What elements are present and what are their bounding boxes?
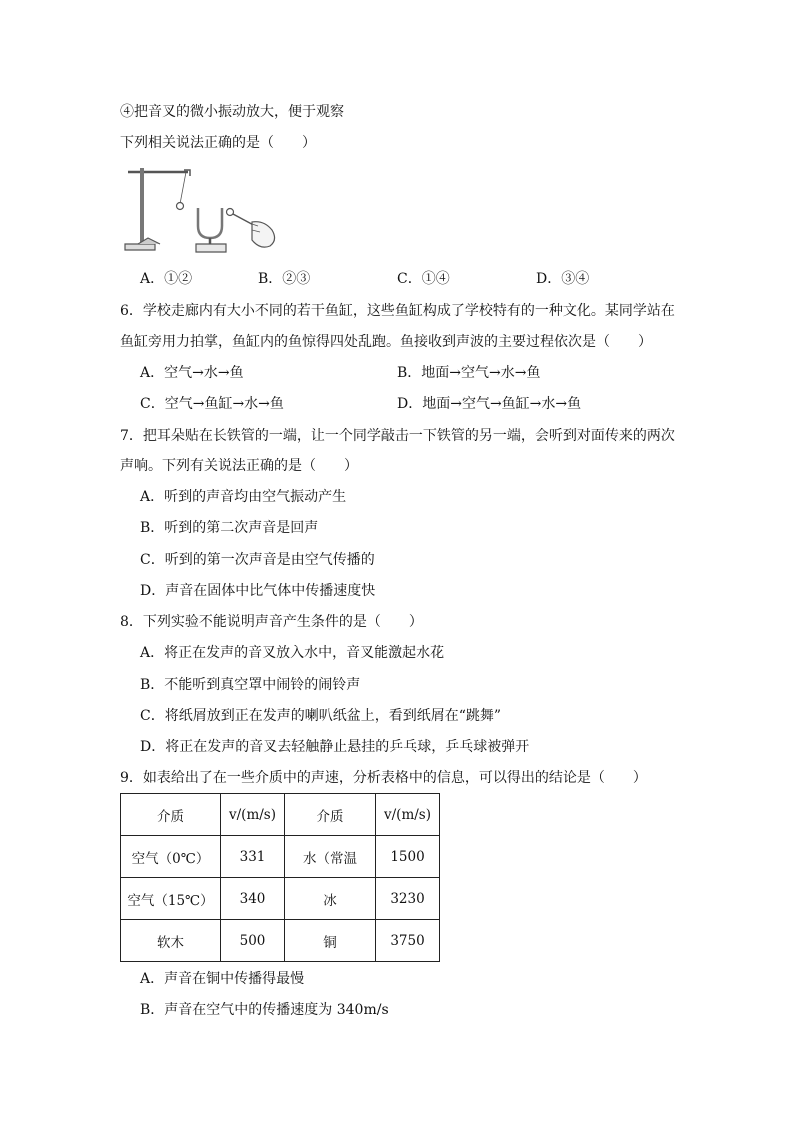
q5-option-b[interactable]: B．②③ (258, 271, 311, 287)
table-cell: 冰 (285, 878, 376, 920)
table-cell: 空气（0℃） (121, 836, 221, 878)
table-cell: 3750 (376, 920, 440, 962)
table-cell: 铜 (285, 920, 376, 962)
table-cell: 软木 (121, 920, 221, 962)
q8-option-b[interactable]: B．不能听到真空罩中闹铃的闹铃声 (140, 677, 361, 693)
q6-option-b[interactable]: B．地面→空气→水→鱼 (397, 365, 541, 381)
q7-option-c[interactable]: C．听到的第一次声音是由空气传播的 (140, 552, 375, 568)
q8-stem: 8．下列实验不能说明声音产生条件的是（ ） (120, 614, 423, 630)
table-header-cell: v/(m/s) (376, 794, 440, 836)
intro-item: ④把音叉的微小振动放大，便于观察 (120, 104, 344, 120)
q6-option-c[interactable]: C．空气→鱼缸→水→鱼 (140, 396, 284, 412)
table-cell: 空气（15℃） (121, 878, 221, 920)
q8-option-a[interactable]: A．将正在发声的音叉放入水中，音叉能激起水花 (140, 645, 445, 661)
table-header-row (121, 794, 440, 836)
table-row (121, 920, 440, 962)
q7-stem-line1: 7．把耳朵贴在长铁管的一端，让一个同学敲击一下铁管的另一端，会听到对面传来的两次 (120, 428, 675, 444)
table-cell: 1500 (376, 836, 440, 878)
table-header-cell: 介质 (285, 794, 376, 836)
q9-stem: 9．如表给出了在一些介质中的声速，分析表格中的信息，可以得出的结论是（ ） (120, 770, 647, 786)
q6-option-a[interactable]: A．空气→水→鱼 (140, 365, 244, 381)
q5-stem: 下列相关说法正确的是（ ） (120, 135, 316, 151)
table-header-cell: v/(m/s) (221, 794, 285, 836)
table-cell: 340 (221, 878, 285, 920)
table-header-cell: 介质 (121, 794, 221, 836)
table-cell: 500 (221, 920, 285, 962)
q7-stem-line2: 声响。下列有关说法正确的是（ ） (120, 458, 358, 474)
q5-option-d[interactable]: D．③④ (536, 271, 590, 287)
q7-option-d[interactable]: D．声音在固体中比气体中传播速度快 (140, 583, 376, 599)
q7-option-b[interactable]: B．听到的第二次声音是回声 (140, 520, 319, 536)
table-cell: 3230 (376, 878, 440, 920)
table-row (121, 836, 440, 878)
tuning-fork-experiment-figure (120, 160, 280, 256)
q7-option-a[interactable]: A．听到的声音均由空气振动产生 (140, 489, 347, 505)
table-row (121, 878, 440, 920)
table-cell: 水（常温 (285, 836, 376, 878)
q6-stem-line1: 6．学校走廊内有大小不同的若干鱼缸，这些鱼缸构成了学校特有的一种文化。某同学站在 (120, 303, 675, 319)
q8-option-d[interactable]: D．将正在发声的音叉去轻触静止悬挂的乒乓球，乒乓球被弹开 (140, 739, 530, 755)
q8-option-c[interactable]: C．将纸屑放到正在发声的喇叭纸盆上，看到纸屑在“跳舞” (140, 708, 502, 724)
q9-option-a[interactable]: A．声音在铜中传播得最慢 (140, 971, 305, 987)
q5-option-c[interactable]: C．①④ (397, 271, 450, 287)
q5-option-a[interactable]: A．①② (140, 271, 193, 287)
table-cell: 331 (221, 836, 285, 878)
sound-speed-table (120, 793, 440, 962)
q6-stem-line2: 鱼缸旁用力拍掌，鱼缸内的鱼惊得四处乱跑。鱼接收到声波的主要过程依次是（ ） (120, 334, 652, 350)
q9-option-b[interactable]: B．声音在空气中的传播速度为 340m/s (140, 1002, 389, 1018)
q6-option-d[interactable]: D．地面→空气→鱼缸→水→鱼 (397, 396, 582, 412)
